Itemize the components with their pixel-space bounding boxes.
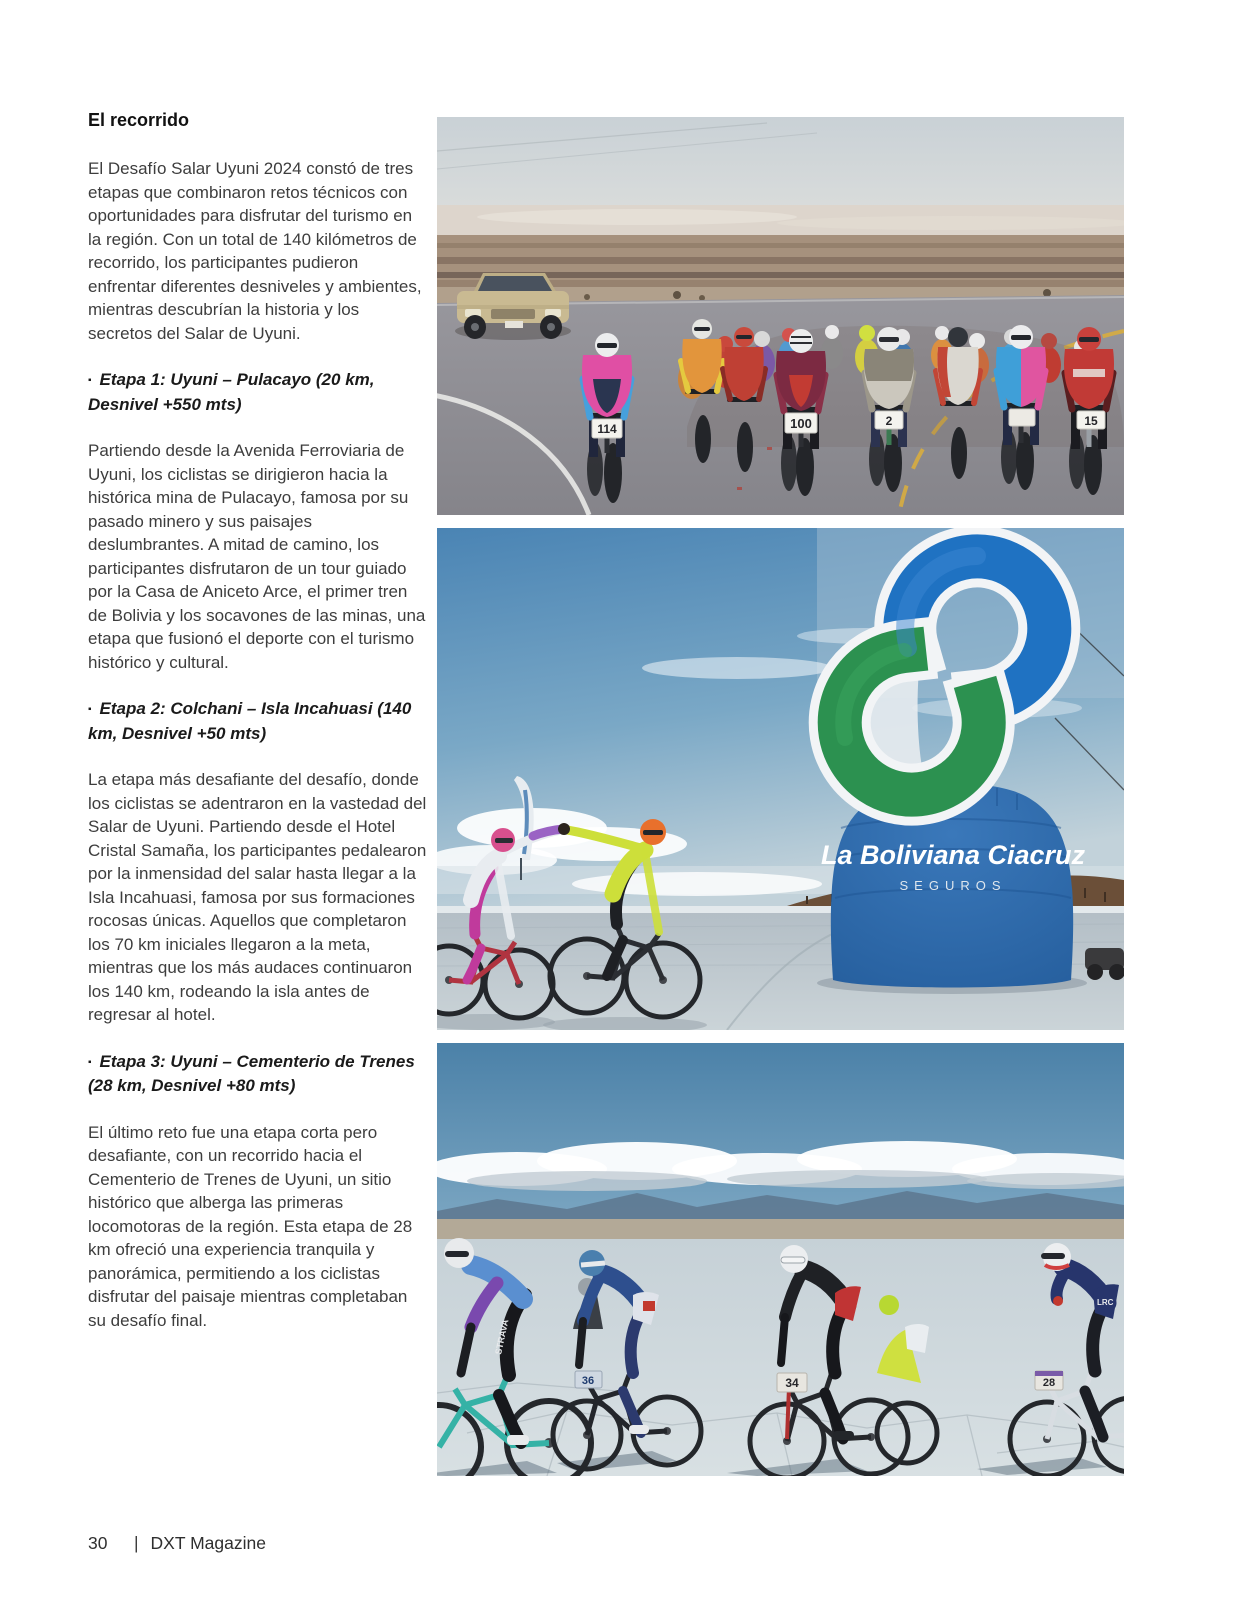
stage-2-title [88, 697, 428, 745]
sponsor-name: La Boliviana Ciacruz [820, 840, 1086, 870]
bib-number: 100 [790, 416, 812, 431]
photo-road-race-art [437, 117, 1124, 515]
bullet-icon: ▪ [88, 1056, 92, 1068]
stage-1-title [88, 368, 428, 416]
photo-salt-group [437, 1043, 1124, 1476]
stage-3-title-text: Etapa 3: Uyuni – Cementerio de Trenes (28 km, Desnivel +80 mts) [88, 1051, 415, 1095]
bullet-icon: ▪ [88, 704, 92, 715]
page-number: 30 [88, 1533, 108, 1553]
stage-3-title [88, 1050, 428, 1098]
photo-column [437, 117, 1124, 1489]
bib-number: 15 [1084, 414, 1098, 428]
bib-number: 114 [597, 422, 617, 436]
bib-number: 2 [885, 414, 893, 428]
intro-paragraph: El Desafío Salar Uyuni 2024 constó de tres etapas que combinaron retos técnicos con oportunidades para disfrutar del turismo en la región. Con un total de 140 kilómetros de recorrido, los participantes pudieron enfrentar diferentes desniveles y ambientes, mientras descubrían la historia y los secretos del Salar de Uyuni. [88, 159, 422, 343]
stage-2-body: La etapa más desafiante del desafío, donde los ciclistas se adentraron en la vastedad del Salar de Uyuni. Partiendo desde el Hotel Cristal Samaña, los participantes pedalearon por la inmensidad del salar hasta llegar a la Isla Incahuasi, famosa por sus formaciones rocosas únicas. Aquellos que completaron los 70 km iniciales llegaron a la meta, mientras que los más audaces continuaron los 140 km, rodeando la isla antes de regresar al hotel. [88, 770, 427, 1024]
sky [437, 1043, 1124, 1241]
article-column [88, 110, 428, 1355]
bib-number: 34 [785, 1376, 799, 1390]
stage-2-title-text: Etapa 2: Colchani – Isla Incahuasi (140 km, Desnivel +50 mts) [88, 699, 412, 743]
rider-leg-text: STRAVA [493, 1318, 511, 1356]
stage-3-body: El último reto fue una etapa corta pero desafiante, con un recorrido hacia el Cementerio de Trenes de Uyuni, un sitio histórico que alberga las primeras locomotoras de la región. Esta etapa de 28 km ofreció una experiencia tranquila y panorámica, permitiendo a los ciclistas disfrutar del paisaje mientras completaban su desafío final. [88, 1122, 413, 1330]
section-heading: El recorrido [88, 110, 190, 130]
footer-separator: | [134, 1533, 139, 1553]
bullet-icon: ▪ [88, 375, 92, 386]
bib-number: 36 [581, 1375, 595, 1387]
photo-salt-group-art [437, 1043, 1124, 1476]
stage-1-body: Partiendo desde la Avenida Ferroviaria de Uyuni, los ciclistas se dirigieron hacia la histórica mina de Pulacayo, famosa por su pasado minero y sus paisajes deslumbrantes. A mitad de camino, los participantes disfrutaron de un tour guiado por la Casa de Aniceto Arce, el primer tren de Bolivia y los socavones de las minas, una etapa que fusionó el deporte con el turismo histórico y cultural. [88, 441, 426, 672]
rider-chest-text: LRC [1097, 1298, 1114, 1307]
photo-sponsor-art [437, 528, 1124, 1030]
bib-number: 28 [1042, 1377, 1056, 1389]
sponsor-tagline: SEGUROS [899, 878, 1007, 893]
photo-sponsor-arch [437, 528, 1124, 1030]
photo-road-race [437, 117, 1124, 515]
stage-1-title-text: Etapa 1: Uyuni – Pulacayo (20 km, Desnivel +550 mts) [88, 370, 375, 414]
page-footer [88, 1533, 266, 1554]
magazine-name: DXT Magazine [150, 1533, 266, 1553]
